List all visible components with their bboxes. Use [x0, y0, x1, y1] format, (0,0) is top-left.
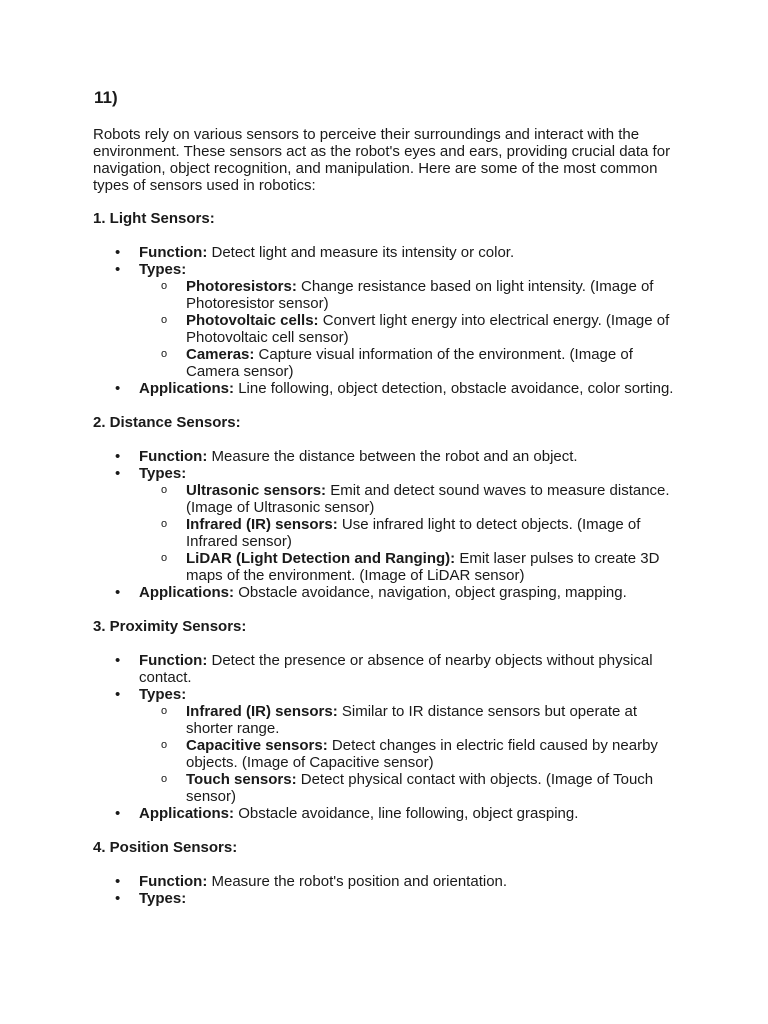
type-name: Infrared (IR) sensors: — [186, 516, 338, 533]
function-label: Function: — [139, 448, 208, 465]
type-item — [139, 771, 683, 805]
types-label: Types: — [139, 686, 187, 703]
function-text: Measure the distance between the robot and an object. — [211, 448, 578, 465]
type-name: Touch sensors: — [186, 771, 297, 788]
section-bullet-list — [93, 873, 683, 907]
type-name: Cameras: — [186, 346, 255, 363]
type-description: Similar to IR distance sensors but operate at shorter range. — [186, 703, 638, 737]
sensor-section — [93, 414, 683, 601]
applications-item — [93, 380, 683, 397]
applications-item — [93, 584, 683, 601]
sensor-section — [93, 618, 683, 822]
function-label: Function: — [139, 244, 208, 261]
function-item — [93, 448, 683, 465]
page-heading: 11) — [94, 88, 118, 107]
section-bullet-list — [93, 652, 683, 822]
types-sublist — [139, 703, 683, 805]
document-body — [93, 126, 683, 924]
sensor-section — [93, 839, 683, 907]
applications-label: Applications: — [139, 805, 235, 822]
function-label: Function: — [139, 873, 208, 890]
function-label: Function: — [139, 652, 208, 669]
type-name: Photoresistors: — [186, 278, 297, 295]
type-item — [139, 346, 683, 380]
type-item — [139, 703, 683, 737]
types-item — [93, 890, 683, 907]
applications-text: Obstacle avoidance, line following, object grasping. — [238, 805, 579, 822]
type-item — [139, 278, 683, 312]
type-description: Emit laser pulses to create 3D maps of the environment. (Image of LiDAR sensor) — [186, 550, 660, 584]
section-title: 4. Position Sensors: — [93, 839, 238, 856]
type-name: Ultrasonic sensors: — [186, 482, 327, 499]
types-label: Types: — [139, 890, 187, 907]
type-name: Capacitive sensors: — [186, 737, 328, 754]
applications-item — [93, 805, 683, 822]
type-item — [139, 550, 683, 584]
function-item — [93, 652, 683, 686]
function-text: Detect the presence or absence of nearby objects without physical contact. — [139, 652, 653, 686]
function-text: Detect light and measure its intensity or color. — [211, 244, 515, 261]
sensor-section — [93, 210, 683, 397]
types-label: Types: — [139, 465, 187, 482]
type-description: Capture visual information of the environment. (Image of Camera sensor) — [186, 346, 633, 380]
type-description: Use infrared light to detect objects. (Image of Infrared sensor) — [186, 516, 641, 550]
types-item — [93, 686, 683, 805]
applications-text: Line following, object detection, obstacle avoidance, color sorting. — [238, 380, 674, 397]
applications-text: Obstacle avoidance, navigation, object grasping, mapping. — [238, 584, 627, 601]
type-description: Emit and detect sound waves to measure distance. (Image of Ultrasonic sensor) — [186, 482, 670, 516]
types-item — [93, 465, 683, 584]
types-label: Types: — [139, 261, 187, 278]
intro-paragraph: Robots rely on various sensors to perceive their surroundings and interact with the environment. These sensors act as the robot's eyes and ears, providing crucial data for navigation, object recognition, and manipulation. Here are some of the most common types of sensors used in robotics: — [93, 126, 671, 194]
types-item — [93, 261, 683, 380]
applications-label: Applications: — [139, 584, 235, 601]
type-name: Infrared (IR) sensors: — [186, 703, 338, 720]
type-description: Detect physical contact with objects. (Image of Touch sensor) — [186, 771, 654, 805]
type-name: Photovoltaic cells: — [186, 312, 319, 329]
section-title: 2. Distance Sensors: — [93, 414, 241, 431]
type-item — [139, 482, 683, 516]
types-sublist — [139, 482, 683, 584]
section-title: 3. Proximity Sensors: — [93, 618, 247, 635]
type-description: Convert light energy into electrical energy. (Image of Photovoltaic cell sensor) — [186, 312, 670, 346]
function-text: Measure the robot's position and orientation. — [211, 873, 508, 890]
function-item — [93, 244, 683, 261]
section-bullet-list — [93, 448, 683, 601]
section-bullet-list — [93, 244, 683, 397]
type-item — [139, 312, 683, 346]
type-name: LiDAR (Light Detection and Ranging): — [186, 550, 456, 567]
sensor-sections — [93, 210, 683, 907]
type-item — [139, 516, 683, 550]
applications-label: Applications: — [139, 380, 235, 397]
type-description: Change resistance based on light intensity. (Image of Photoresistor sensor) — [186, 278, 654, 312]
type-description: Detect changes in electric field caused by nearby objects. (Image of Capacitive sensor) — [186, 737, 658, 771]
types-sublist — [139, 278, 683, 380]
function-item — [93, 873, 683, 890]
type-item — [139, 737, 683, 771]
section-title: 1. Light Sensors: — [93, 210, 215, 227]
